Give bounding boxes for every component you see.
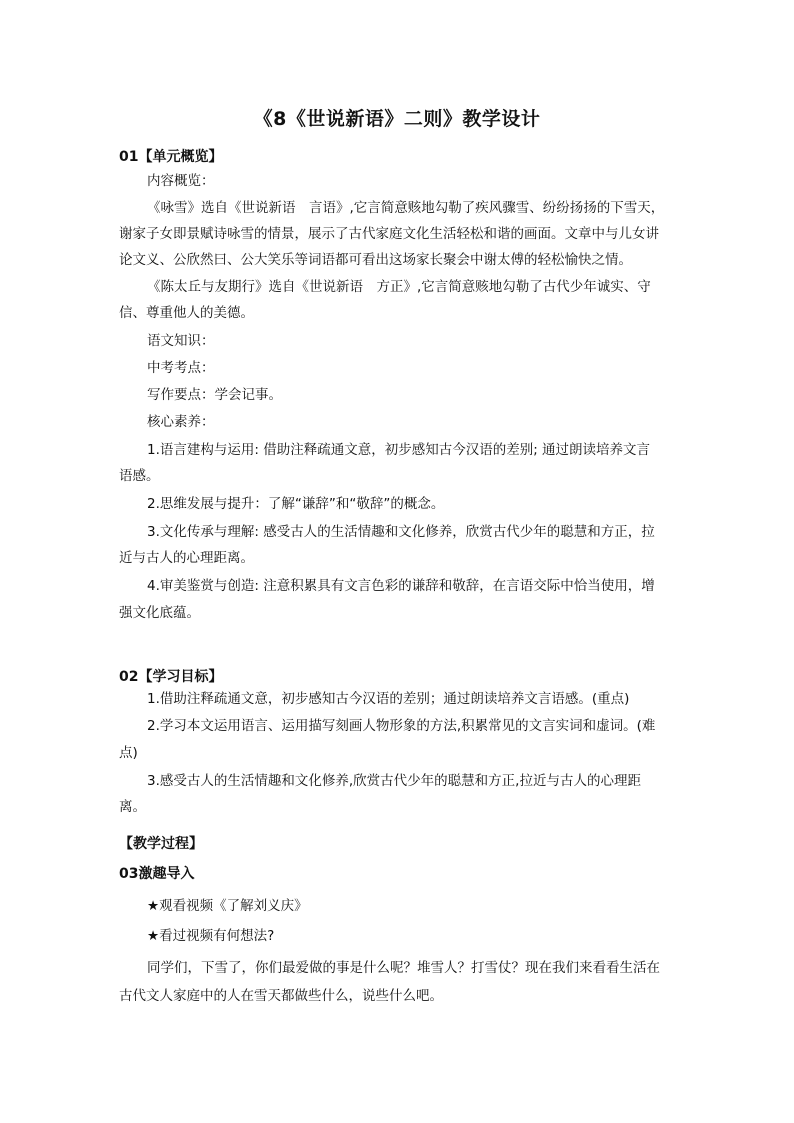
section-heading-warm-up: 03激趣导入: [119, 866, 195, 882]
intro-paragraph-line-2: 古代文人家庭中的人在雪天都做些什么，说些什么吧。: [119, 988, 443, 1004]
document-title: 《8《世说新语》二则》教学设计: [253, 108, 541, 130]
paragraph-chentaiqiu-line-2: 信、尊重他人的美德。: [119, 305, 254, 321]
literacy-item-3-line-1: 3.文化传承与理解: 感受古人的生活情趣和文化修养，欣赏古代少年的聪慧和方正，拉: [147, 524, 655, 540]
section-heading-teaching-process: 【教学过程】: [119, 836, 203, 852]
chinese-knowledge-label: 语文知识：: [147, 333, 215, 349]
literacy-item-4-line-2: 强文化底蕴。: [119, 605, 200, 621]
goal-item-1: 1.借助注释疏通文意，初步感知古今汉语的差别；通过朗读培养文言语感。(重点): [147, 691, 630, 707]
star-item-watch-video: ★观看视频《了解刘义庆》: [147, 898, 308, 914]
intro-paragraph-line-1: 同学们，下雪了，你们最爱做的事是什么呢？堆雪人？打雪仗？现在我们来看看生活在: [147, 960, 660, 976]
core-literacy-label: 核心素养：: [147, 414, 215, 430]
writing-points: 写作要点：学会记事。: [147, 387, 282, 403]
literacy-item-3-line-2: 近与古人的心理距离。: [119, 550, 254, 566]
section-heading-learning-goals: 02【学习目标】: [119, 669, 223, 685]
content-overview-label: 内容概览：: [147, 173, 215, 189]
exam-points-label: 中考考点：: [147, 360, 215, 376]
goal-item-2-line-2: 点): [119, 745, 138, 761]
literacy-item-1-line-1: 1.语言建构与运用: 借助注释疏通文意，初步感知古今汉语的差别; 通过朗读培养文言: [147, 442, 651, 458]
goal-item-3-line-1: 3.感受古人的生活情趣和文化修养,欣赏古代少年的聪慧和方正,拉近与古人的心理距: [147, 773, 641, 789]
literacy-item-1-line-2: 语感。: [119, 468, 160, 484]
star-item-thoughts: ★看过视频有何想法?: [147, 928, 275, 944]
section-heading-unit-overview: 01【单元概览】: [119, 149, 223, 165]
literacy-item-4-line-1: 4.审美鉴赏与创造: 注意积累具有文言色彩的谦辞和敬辞，在言语交际中恰当使用，增: [147, 578, 655, 594]
paragraph-yongxue-line-3: 论文义、公欣然曰、公大笑乐等词语都可看出这场家长聚会中谢太傅的轻松愉快之情。: [119, 252, 632, 268]
literacy-item-2: 2.思维发展与提升：了解“谦辞”和“敬辞”的概念。: [147, 496, 445, 512]
paragraph-yongxue-line-2: 谢家子女即景赋诗咏雪的情景，展示了古代家庭文化生活轻松和谐的画面。文章中与儿女讲: [119, 226, 659, 242]
goal-item-3-line-2: 离。: [119, 799, 146, 815]
goal-item-2-line-1: 2.学习本文运用语言、运用描写刻画人物形象的方法,积累常见的文言实词和虚词。(难: [147, 718, 656, 734]
paragraph-chentaiqiu-line-1: 《陈太丘与友期行》选自《世说新语 方正》,它言简意赅地勾勒了古代少年诚实、守: [147, 279, 651, 295]
paragraph-yongxue-line-1: 《咏雪》选自《世说新语 言语》,它言简意赅地勾勒了疾风骤雪、纷纷扬扬的下雪天，: [147, 200, 665, 216]
